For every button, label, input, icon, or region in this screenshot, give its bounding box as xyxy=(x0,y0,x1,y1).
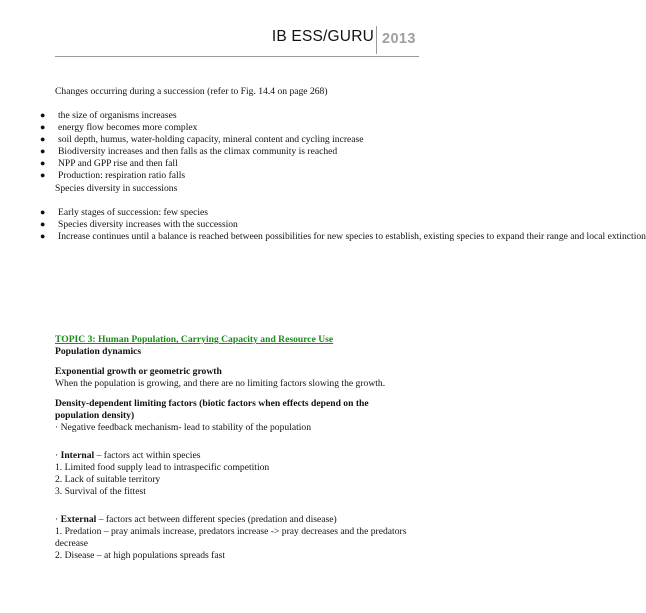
internal-factor-item: 1. Limited food supply lead to intraspecific competition xyxy=(55,462,270,473)
list-item: ● Early stages of succession: few species xyxy=(40,207,208,218)
external-factors-heading: · External – factors act between different species (predation and disease) xyxy=(55,514,337,525)
page-header xyxy=(0,26,474,56)
list-item: ● Biodiversity increases and then falls as the climax community is reached xyxy=(40,145,338,157)
density-dependent-heading: Density-dependent limiting factors (biotic factors when effects depend on the population density) xyxy=(55,398,369,422)
list-item: ● Increase continues until a balance is reached between possibilities for new species to establish, existing species to expand their range and local extinction xyxy=(40,230,646,242)
bullet-icon: ● xyxy=(40,157,46,168)
list-item: ● Species diversity increases with the succession xyxy=(40,218,238,230)
population-dynamics-heading: Population dynamics xyxy=(55,346,142,357)
internal-factors-heading: · Internal – factors act within species xyxy=(55,450,201,461)
bullet-icon: ● xyxy=(40,218,46,229)
exponential-growth-text: When the population is growing, and there are no limiting factors slowing the growth. xyxy=(55,378,386,389)
succession-changes-intro: Changes occurring during a succession (refer to Fig. 14.4 on page 268) xyxy=(55,86,328,97)
bullet-icon: ● xyxy=(40,121,46,132)
internal-factor-item: 3. Survival of the fittest xyxy=(55,486,146,497)
list-item: ● soil depth, humus, water-holding capacity, mineral content and cycling increase xyxy=(40,133,364,145)
external-factor-item: 2. Disease – at high populations spreads fast xyxy=(55,550,225,561)
density-dependent-text: · Negative feedback mechanism- lead to stability of the population xyxy=(55,422,312,433)
internal-factor-item: 2. Lack of suitable territory xyxy=(55,474,161,485)
succession-changes-list xyxy=(40,110,364,181)
header-divider xyxy=(376,26,377,54)
bullet-icon: ● xyxy=(40,169,46,180)
header-rule xyxy=(55,56,419,57)
species-diversity-intro: Species diversity in successions xyxy=(55,183,178,194)
topic-heading: TOPIC 3: Human Population, Carrying Capacity and Resource Use xyxy=(55,334,334,345)
bullet-icon: ● xyxy=(40,230,46,241)
bullet-icon: ● xyxy=(40,110,46,120)
exponential-growth-heading: Exponential growth or geometric growth xyxy=(55,366,222,377)
list-item: ● Production: respiration ratio falls xyxy=(40,169,186,181)
list-item: ● NPP and GPP rise and then fall xyxy=(40,157,178,169)
bullet-icon: ● xyxy=(40,133,46,144)
header-title: IB ESS/GURU xyxy=(271,28,374,45)
list-item: ● energy flow becomes more complex xyxy=(40,121,198,133)
species-diversity-list xyxy=(40,207,646,243)
external-factor-item: 1. Predation – pray animals increase, predators increase -> pray decreases and the predators decrease xyxy=(55,526,407,550)
header-year: 2013 xyxy=(382,31,416,47)
bullet-icon: ● xyxy=(40,207,46,217)
bullet-icon: ● xyxy=(40,145,46,156)
list-item: ● the size of organisms increases xyxy=(40,110,177,121)
